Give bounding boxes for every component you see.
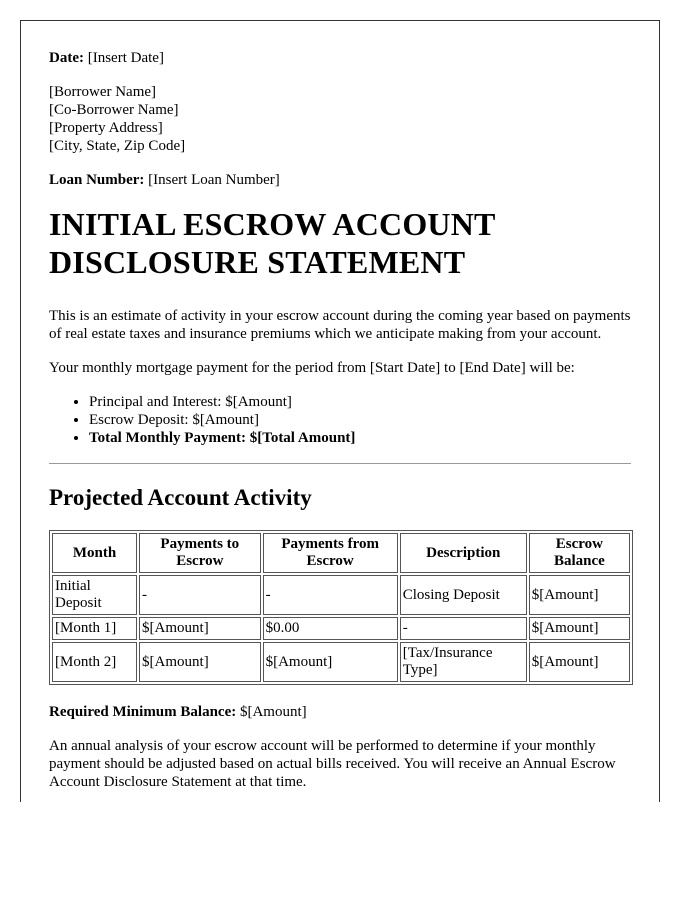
header-payments-from-escrow: Payments from Escrow <box>263 533 398 573</box>
table-cell-payments-from: $0.00 <box>263 617 398 640</box>
loan-number-value: [Insert Loan Number] <box>148 172 280 188</box>
table-cell-description: Closing Deposit <box>400 575 527 615</box>
escrow-deposit-item: • Escrow Deposit: $[Amount] <box>89 411 631 429</box>
table-cell-balance: $[Amount] <box>529 642 630 682</box>
table-cell-month: [Month 2] <box>52 642 137 682</box>
loan-number-label: Loan Number: <box>49 172 145 188</box>
monthly-payment-text: Your monthly mortgage payment for the period from [Start Date] to [End Date] will be: <box>49 360 575 376</box>
date-line <box>49 49 631 67</box>
table-cell-description: - <box>400 617 527 640</box>
principal-interest-item: • Principal and Interest: $[Amount] <box>89 393 631 411</box>
header-description: Description <box>400 533 527 573</box>
table-cell-month: Initial Deposit <box>52 575 137 615</box>
table-row <box>52 617 630 640</box>
section-title: Projected Account Activity <box>49 485 312 510</box>
borrower-address-block <box>49 83 631 155</box>
header-payments-to-escrow: Payments to Escrow <box>139 533 261 573</box>
table-row <box>52 642 630 682</box>
table-cell-payments-to: $[Amount] <box>139 617 261 640</box>
date-value: [Insert Date] <box>87 50 164 66</box>
minimum-balance-line <box>49 703 631 721</box>
document-title: INITIAL ESCROW ACCOUNT DISCLOSURE STATEMENT <box>49 206 496 280</box>
table-cell-payments-from: - <box>263 575 398 615</box>
table-cell-payments-to: $[Amount] <box>139 642 261 682</box>
property-address: [Property Address] <box>49 120 163 136</box>
loan-number-line <box>49 171 631 189</box>
co-borrower-name: [Co-Borrower Name] <box>49 102 179 118</box>
borrower-name: [Borrower Name] <box>49 84 157 100</box>
account-activity-table <box>49 530 633 685</box>
table-cell-description: [Tax/Insurance Type] <box>400 642 527 682</box>
table-cell-month: [Month 1] <box>52 617 137 640</box>
header-month: Month <box>52 533 137 573</box>
city-state-zip: [City, State, Zip Code] <box>49 138 186 154</box>
table-cell-balance: $[Amount] <box>529 617 630 640</box>
minimum-balance-value: $[Amount] <box>239 704 307 720</box>
table-cell-payments-from: $[Amount] <box>263 642 398 682</box>
payment-breakdown-list <box>49 393 631 447</box>
section-divider <box>49 463 631 464</box>
intro-paragraph: This is an estimate of activity in your escrow account during the coming year based on payments of real estate taxes and insurance premiums which we anticipate making from your account. <box>49 308 631 342</box>
table-row <box>52 575 630 615</box>
table-cell-payments-to: - <box>139 575 261 615</box>
total-monthly-payment-item: • Total Monthly Payment: $[Total Amount] <box>89 429 631 447</box>
annual-analysis-paragraph: An annual analysis of your escrow account will be performed to determine if your monthly payment should be adjusted based on actual bills received. You will receive an Annual Escrow Account Disclosure Statement at that time. <box>49 738 616 790</box>
table-cell-balance: $[Amount] <box>529 575 630 615</box>
disclosure-page <box>20 20 660 802</box>
table-header-row <box>52 533 630 573</box>
header-escrow-balance: Escrow Balance <box>529 533 630 573</box>
date-label: Date: <box>49 50 84 66</box>
minimum-balance-label: Required Minimum Balance: <box>49 704 237 720</box>
